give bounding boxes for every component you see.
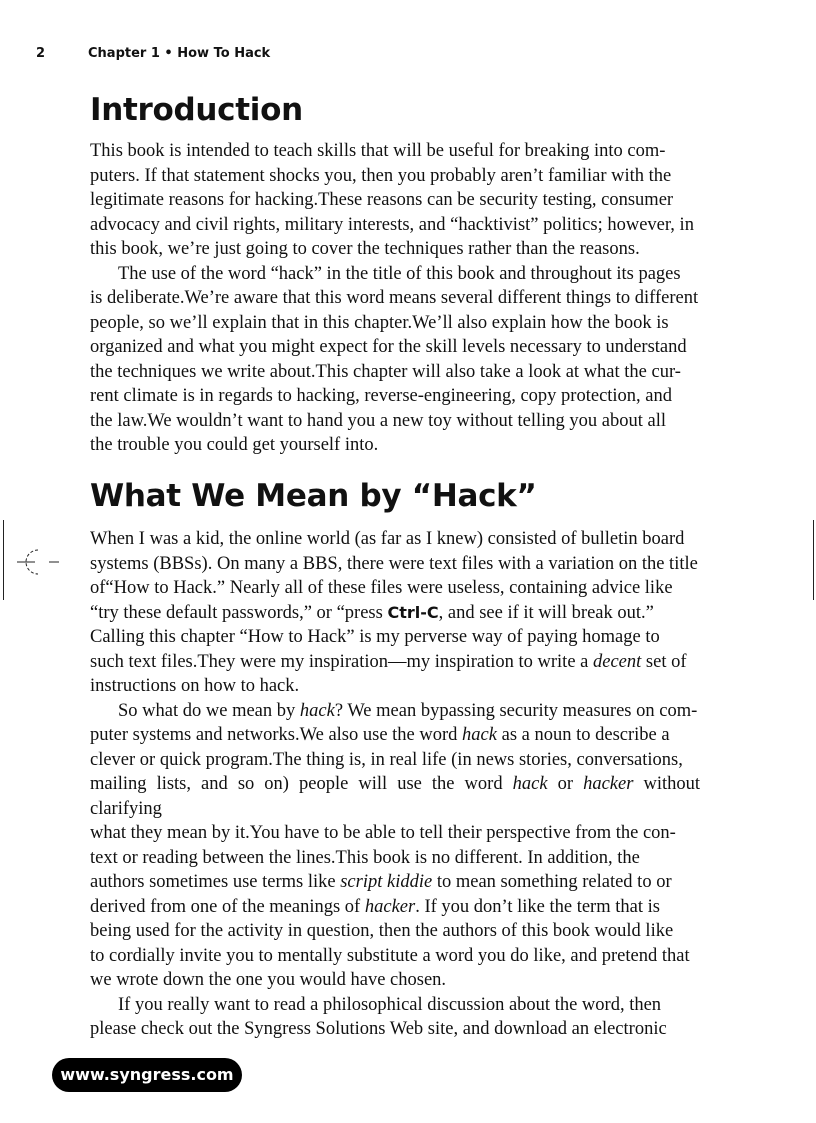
paragraph: So what do we mean by hack? We mean bypassing security measures on com- puter systems and networks.We also use the word hack as a noun to describe a clever or quick program.The thing is, in real life (in news stories, conversations, mailing lists, and so on) people will use the word hack or hacker without clarifying what they mean by it.You have to be able to tell their perspective from the con- text or reading between the lines.This book is no different. In addition, the authors sometimes use terms like script kiddie to mean something related to or derived from one of the meanings of hacker. If you don’t like the term that is being used for the activity in question, then the authors of this book would like to cordially invite you to mentally substitute a word you do like, and pretend that we wrote down the one you would have chosen. xyxy=(90,700,700,990)
introduction-body xyxy=(90,139,700,458)
hack-section-body xyxy=(90,527,700,1042)
paragraph: The use of the word “hack” in the title of this book and throughout its pages is deliberate.We’re aware that this word means several different things to different people, so we’ll explain that in this chapter.We’ll also explain how the book is organized and what you might expect for the skill levels necessary to understand the techniques we write about.This chapter will also take a look at what the cur- rent climate is in regards to hacking, reverse-engineering, copy protection, and the law.We wouldn’t want to hand you a new toy without telling you about all the trouble you could get yourself into. xyxy=(90,263,699,455)
page-number: 2 xyxy=(36,46,46,61)
running-head xyxy=(36,46,270,61)
paragraph: This book is intended to teach skills that will be useful for breaking into com- puters. If that statement shocks you, then you probably aren’t familiar with the legitimate reasons for hacking.These reasons can be security testing, consumer advocacy and civil rights, military interests, and “hacktivist” politics; however, in this book, we’re just going to cover the techniques rather than the reasons. xyxy=(90,141,694,259)
registration-mark-icon xyxy=(17,545,59,579)
paragraph: When I was a kid, the online world (as far as I knew) consisted of bulletin board systems (BBSs). On many a BBS, there were text files with a variation on the title of“How to Hack.” Nearly all of these files were useless, containing advice like “try these default passwords,” or “press Ctrl-C, and see if it will break out.” Calling this chapter “How to Hack” is my perverse way of paying homage to such text files.They were my inspiration—my inspiration to write a decent set of instructions on how to hack. xyxy=(90,529,698,696)
left-margin-line xyxy=(3,520,4,600)
ctrl-c-key: Ctrl-C xyxy=(387,602,439,622)
chapter-title: Chapter 1 • How To Hack xyxy=(88,46,271,61)
footer-url-badge: www.syngress.com xyxy=(52,1058,242,1092)
right-margin-line xyxy=(813,520,814,600)
paragraph: If you really want to read a philosophical discussion about the word, then please check out the Syngress Solutions Web site, and download an electronic xyxy=(90,994,667,1039)
heading-introduction: Introduction xyxy=(90,92,303,128)
heading-what-we-mean-by-hack: What We Mean by “Hack” xyxy=(90,478,537,514)
